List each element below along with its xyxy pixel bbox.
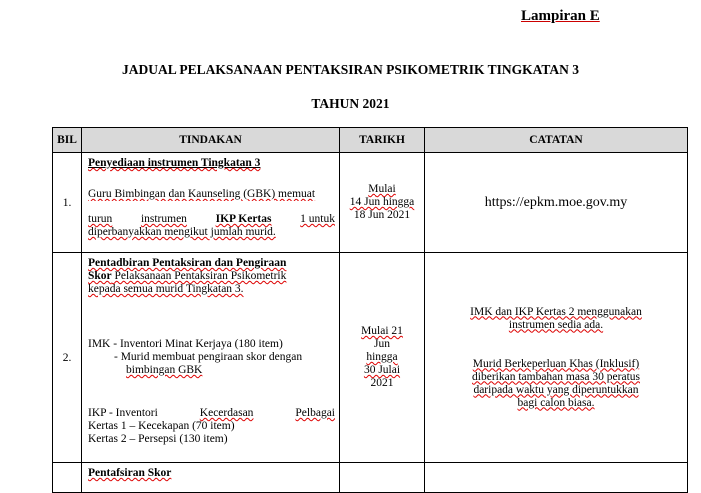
row1-tarikh-3: 18 Jun 2021 <box>353 209 411 221</box>
row2-tarikh-4: 30 Julai <box>363 364 401 376</box>
document-year: TAHUN 2021 <box>311 96 390 111</box>
row2-tarikh-3: hingga <box>366 351 398 363</box>
row1-tarikh-2: 14 Jun hingga <box>349 196 415 208</box>
table-row <box>53 253 688 463</box>
header-tarikh: TARIKH <box>340 128 425 153</box>
row2-heading-3: kepada semua murid Tingkatan 3. <box>88 283 244 295</box>
row2-tarikh-1: Mulai 21 <box>361 325 403 337</box>
table-row <box>53 153 688 253</box>
document-title: JADUAL PELAKSANAAN PENTAKSIRAN PSIKOMETRIK TINGKATAN 3 <box>122 62 579 77</box>
header-tindakan: TINDAKAN <box>82 128 340 153</box>
row2-tarikh <box>340 253 425 463</box>
row2-tarikh-5: 2021 <box>370 377 394 389</box>
row1-line2: turun instrumen IKP Kertas 1 untuk <box>88 213 335 225</box>
row2-tindakan <box>82 253 340 463</box>
schedule-table <box>52 127 688 493</box>
row1-tarikh <box>340 153 425 253</box>
row2-catatan-5: daripada waktu yang diperuntukkan <box>473 383 639 396</box>
row2-bil: 2. <box>53 253 82 463</box>
row2-heading-2: Skor Pelaksanaan Pentaksiran Psikometrik <box>88 270 287 282</box>
row2-imk-2: - Murid membuat pengiraan skor dengan <box>114 351 303 363</box>
header-catatan: CATATAN <box>425 128 688 153</box>
row2-catatan-6: bagi calon biasa. <box>517 396 595 409</box>
lampiran-label: Lampiran E <box>521 8 600 24</box>
row2-imk-1: IMK - Inventori Minat Kerjaya (180 item) <box>88 338 283 350</box>
row1-tarikh-1: Mulai <box>368 183 396 195</box>
row1-bil: 1. <box>53 153 82 253</box>
row2-tarikh-2: Jun <box>374 338 390 350</box>
row1-catatan-link[interactable]: https://epkm.moe.gov.my <box>425 153 688 253</box>
row2-ikp-3: Kertas 2 – Persepsi (130 item) <box>88 433 228 445</box>
table-header-row <box>53 128 688 153</box>
row2-ikp-2: Kertas 1 – Kecekapan (70 item) <box>88 420 235 432</box>
row2-catatan <box>425 253 688 463</box>
row1-tindakan <box>82 153 340 253</box>
row2-catatan-1: IMK dan IKP Kertas 2 menggunakan <box>470 305 642 318</box>
row2-catatan-2: instrumen sedia ada. <box>508 318 604 331</box>
row1-heading: Penyediaan instrumen Tingkatan 3 <box>88 157 261 169</box>
row2-catatan-3: Murid Berkeperluan Khas (Inklusif) <box>472 357 640 370</box>
row2-imk-3: bimbingan GBK <box>126 364 203 376</box>
row2-heading-1: Pentadbiran Pentaksiran dan Pengiraan <box>88 257 287 269</box>
row2-catatan-4: diberikan tambahan masa 30 peratus <box>472 370 640 383</box>
row1-line1: Guru Bimbingan dan Kaunseling (GBK) memuat <box>88 188 316 200</box>
row3-heading: Pentafsiran Skor <box>88 467 172 479</box>
header-bil: BIL <box>53 128 82 153</box>
row1-line3: diperbanyakkan mengikut jumlah murid. <box>88 226 276 238</box>
row2-ikp-1: IKP - Inventori Kecerdasan Pelbagai <box>88 407 335 419</box>
